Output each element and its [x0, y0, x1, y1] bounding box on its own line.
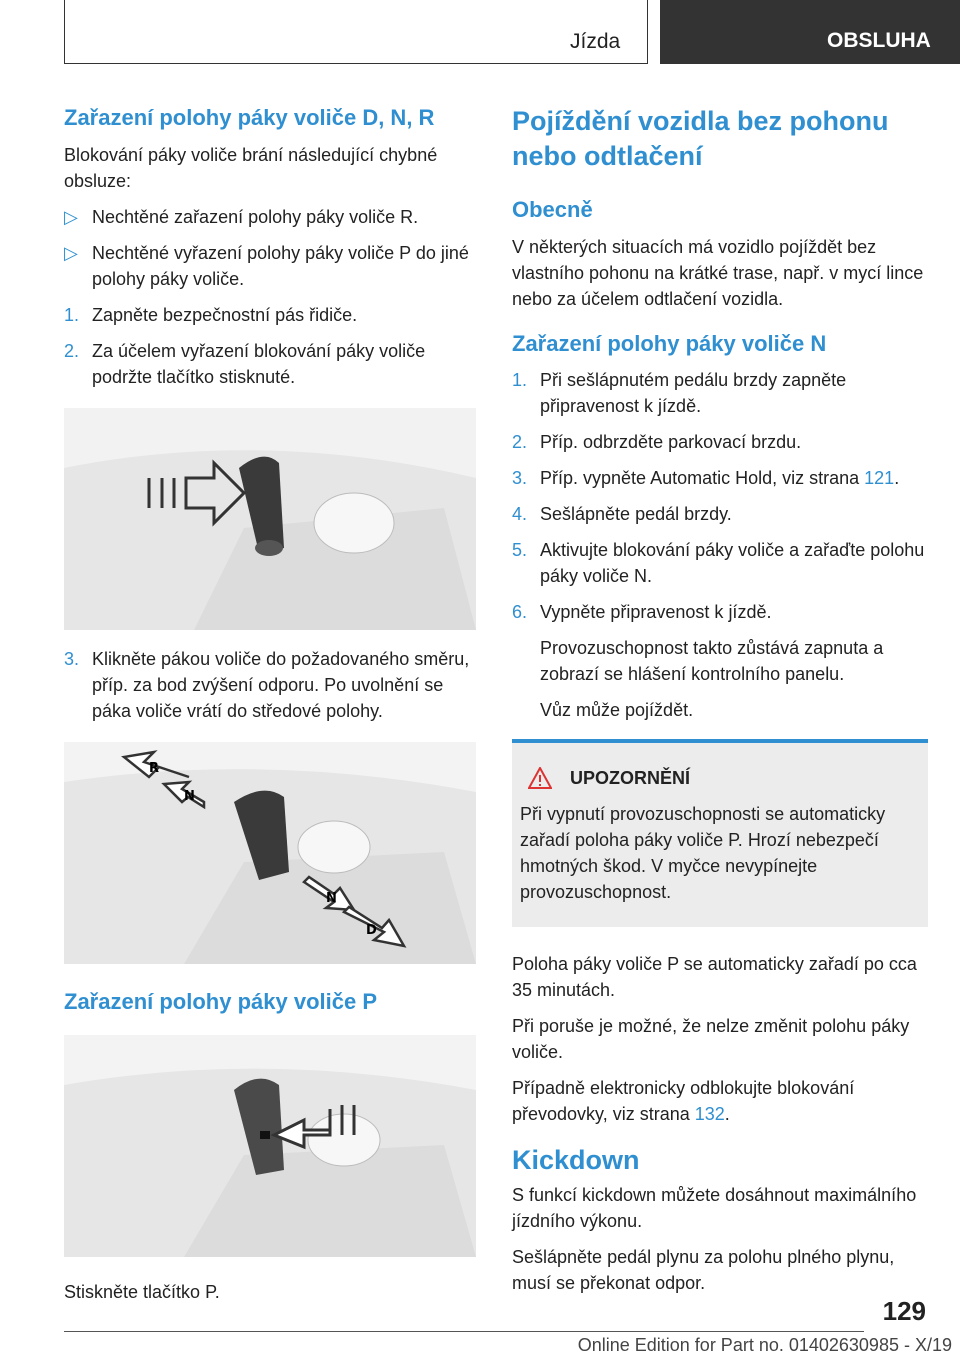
warning-box [512, 739, 928, 927]
p-instruction: Stiskněte tlačítko P. [64, 1282, 220, 1302]
heading-dnr: Zařazení polohy páky voliče D, N, R [64, 105, 435, 130]
triangle-bullet-icon: ▷ [64, 242, 78, 263]
warning-title: UPOZORNĚNÍ [528, 767, 920, 789]
heading-p: Zařazení polohy páky voliče P [64, 988, 377, 1014]
footer-divider [64, 1331, 864, 1332]
figure-selector-lever-unlock [64, 408, 476, 630]
step-item: 5. Aktivujte blokování páky voliče a zařaďte polohu páky voliče N. [512, 540, 925, 587]
step-item: 3. Klikněte pákou voliče do požadovaného směru, příp. za bod zvýšení odporu. Po uvolnění se páka voliče vrátí do středové polohy. [64, 648, 470, 721]
right-column [512, 104, 928, 1306]
step6-note: Vůz může pojíždět. [540, 700, 694, 721]
page-link-121[interactable]: 121 [864, 468, 895, 489]
edition-footer: Online Edition for Part no. 01402630985 - X/19 [577, 1335, 952, 1355]
heading-n: Zařazení polohy páky voliče N [512, 330, 827, 356]
direction-label-d: D [366, 922, 377, 938]
header-chapter-tab: OBSLUHA [660, 0, 960, 64]
fault-text: Při poruše je možné, že nelze změnit polohu páky voliče. [512, 1016, 910, 1063]
step6-note: Provozuschopnost takto zůstává zapnuta a zobrazí se hlášení kontrolního panelu. [540, 638, 884, 685]
left-column [64, 104, 476, 1315]
kickdown-text: S funkcí kickdown můžete dosáhnout maximálního jízdního výkonu. [512, 1185, 917, 1232]
triangle-bullet-icon: ▷ [64, 206, 78, 227]
heading-kickdown: Kickdown [512, 1145, 640, 1176]
figure-p-button [64, 1035, 476, 1257]
page-link-132[interactable]: 132 [694, 1104, 725, 1125]
kickdown-instruction: Sešlápněte pedál plynu za polohu plného plynu, musí se překonat odpor. [512, 1247, 895, 1294]
step-item: 4. Sešlápněte pedál brzdy. [512, 504, 732, 525]
bullet-item: ▷ Nechtěné vyřazení polohy páky voliče P do jiné polohy páky voliče. [64, 240, 476, 292]
step-item: 2. Za účelem vyřazení blokování páky voliče podržte tlačítko stisknuté. [64, 340, 426, 387]
header-section: Jízda [570, 30, 621, 53]
header-frame [64, 0, 648, 64]
direction-label-n: N [326, 890, 337, 906]
warning-text: Při vypnutí provozuschopnosti se automaticky zařadí poloha páky voliče P. Hrozí nebezpečí hmotných škod. V myčce nevypínejte provozuschopnost. [520, 804, 886, 903]
general-text: V některých situacích má vozidlo pojíždět bez vlastního pohonu na krátké trase, např. v mycí lince nebo za účelem odtlačení vozidla. [512, 236, 924, 309]
heading-general: Obecně [512, 197, 593, 223]
page-number: 129 [882, 1296, 926, 1326]
direction-label-r: R [149, 760, 160, 776]
direction-label-n: N [184, 788, 195, 804]
step-item: 2. Příp. odbrzděte parkovací brzdu. [512, 432, 802, 453]
unlock-text: Případně elektronicky odblokujte blokování převodovky, viz strana 132. [512, 1078, 855, 1125]
bullet-item: ▷ Nechtěné zařazení polohy páky voliče R. [64, 204, 476, 230]
heading-towing: Pojíždění vozidla bez pohonu nebo odtlačení [512, 106, 889, 172]
auto-p-text: Poloha páky voliče P se automaticky zařadí po cca 35 minutách. [512, 954, 917, 1001]
figure-selector-lever-directions [64, 742, 476, 964]
step-item: 3. Příp. vypněte Automatic Hold, viz strana 121. [512, 468, 900, 489]
intro-text: Blokování páky voliče brání následující chybné obsluze: [64, 144, 438, 191]
step-item: 1. Při sešlápnutém pedálu brzdy zapněte připravenost k jízdě. [512, 370, 847, 417]
step-item: 1. Zapněte bezpečnostní pás řidiče. [64, 304, 358, 325]
warning-triangle-icon [528, 767, 552, 789]
step-item: 6. Vypněte připravenost k jízdě. [512, 602, 772, 623]
